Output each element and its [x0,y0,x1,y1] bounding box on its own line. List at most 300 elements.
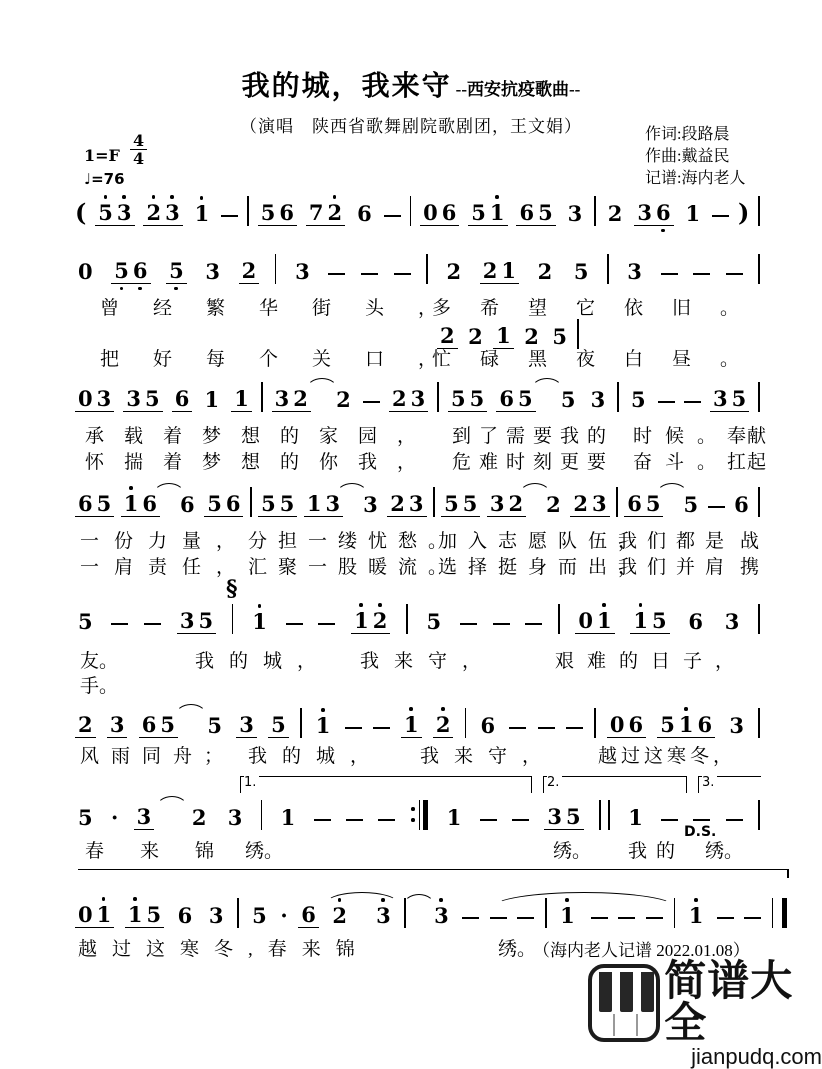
barline [617,382,619,412]
octave-dot-above [409,707,413,711]
title-bar [0,64,822,104]
duration-dash [512,819,529,821]
note-group [206,905,227,928]
notation-row-8 [75,892,787,928]
note-group [588,389,609,412]
note-group [628,389,649,412]
note-digit: 2 [191,805,207,830]
note-group [75,807,96,830]
barline [437,382,439,412]
note-digit: 1 [558,905,577,926]
note-digit: 0 [609,712,625,737]
note-group [172,388,193,412]
note-digit: 2 [336,387,351,412]
duration-dash [618,917,635,919]
note-group [710,388,749,412]
note-digit: 2 [440,323,455,348]
lyric-row [0,646,822,670]
note-digit: 1 [687,905,706,926]
note-digit: 1 [595,610,614,631]
note-digit: 3 [96,386,112,411]
note-group [726,715,747,738]
note-digit: 3 [239,712,254,737]
note-digit: 2 [78,712,93,737]
note-group [443,261,464,284]
octave-dot-below [174,287,178,291]
barline [594,196,596,226]
lyric-phrase: 我的城， [195,651,332,672]
octave-dot-above [694,898,698,902]
note-group [480,260,519,284]
note-digit: 1 [628,805,643,830]
note-digit: 5 [731,386,747,411]
note-digit: 6 [78,491,93,516]
slur-arc [519,483,551,495]
duration-dash [744,917,761,919]
note-digit: 3 [567,201,583,226]
lyric-phrase: 选择挺身而出， [438,557,649,578]
lyric-phrase: 绣。 [705,841,744,862]
note-digit: 3 [410,386,426,411]
note-group [75,261,96,284]
note-digit: 2 [241,258,257,283]
note-digit: 1 [314,715,333,736]
lyric-phrase: 一份力量， [80,531,251,552]
slur-arc [656,483,688,495]
note-group [313,715,334,738]
note-group [423,611,444,634]
note-digit: 3 [274,386,290,411]
lyric-phrase: 我来守， [420,746,557,767]
octave-dot-above [378,603,382,607]
note-digit: 5 [645,491,661,516]
note-digit: 6 [279,200,294,225]
note-group [249,611,270,634]
note-digit: 3 [295,259,310,284]
lyric-row [0,447,822,471]
lyric-row [0,293,822,317]
note-group [75,388,114,412]
note-group [292,261,313,284]
note-group [496,388,535,412]
note-digit: 3 [374,905,393,926]
note-digit: 2 [607,201,623,226]
volta-continuation-line [78,869,789,878]
barline [558,604,560,634]
note-digit: 5 [78,609,93,634]
tempo-marking [84,170,125,188]
notation-row-5 [75,598,760,634]
slur-arc [531,378,563,390]
time-signature-denominator: 4 [133,149,145,168]
octave-dot-above [152,195,156,199]
note-group [143,202,182,226]
note-group [731,494,752,517]
octave-dot-above [129,486,133,490]
volta-label-1: 1. [244,775,259,790]
note-group [683,203,704,226]
note-group [624,261,645,284]
barline [232,604,234,634]
note-group [239,260,260,284]
duration-dash [384,215,401,217]
octave-dot-below [138,287,142,291]
note-digit: 5 [252,903,267,928]
song-subtitle: --西安抗疫歌曲-- [455,80,581,99]
augmentation-dot: · [280,903,288,928]
note-group [448,388,487,412]
note-group [420,202,459,226]
note-digit: 3 [712,386,728,411]
note-group [441,493,480,517]
duration-dash [726,273,743,275]
note-digit: 2 [546,492,561,517]
note-digit: 2 [482,258,498,283]
barline [758,254,760,284]
duration-dash [361,273,378,275]
lyric-phrase: 奋斗。 [633,452,730,473]
barline [758,604,760,634]
duration-dash [517,917,534,919]
lyric-phrase: 越过这寒冬,春来锦 [78,939,370,960]
time-signature-numerator: 4 [130,132,147,150]
note-group [189,807,210,830]
notation-row-verse1 [75,248,760,284]
note-group [354,203,375,226]
note-digit: 6 [628,712,644,737]
note-digit: 3 [590,387,606,412]
note-digit: 5 [112,260,131,281]
note-digit: 3 [163,202,182,223]
notation-row-7 [75,794,760,830]
duration-dash [693,273,710,275]
site-url: jianpudq.com [691,1044,822,1069]
volta-bracket-2 [543,776,687,793]
slur-arc [153,483,185,495]
site-logo [588,957,822,1069]
note-digit: 3 [547,804,562,829]
note-digit: 5 [444,491,459,516]
note-group [201,389,222,412]
note-digit: 5 [660,712,675,737]
note-group [75,493,114,517]
note-group [225,807,246,830]
note-group [607,714,646,738]
note-digit: 6 [480,713,496,738]
time-signature [130,132,147,167]
lyric-row [0,421,822,445]
note-digit: 2 [390,491,405,516]
note-digit: 3 [205,259,220,284]
note-digit: 2 [434,714,453,735]
performer-line: （演唱 陕西省歌舞剧院歌剧团，王文娟） [240,117,582,136]
volta-label-3: 3. [702,775,717,790]
note-group [565,203,586,226]
duration-dash [693,819,710,821]
octave-dot-above [684,707,688,711]
note-digit: 1 [250,611,269,632]
barline [465,708,467,738]
note-group [389,388,428,412]
note-digit: 5 [560,387,576,412]
slur-arc [325,892,399,904]
duration-dash [708,506,725,508]
lyric-phrase: 奉献 [727,426,768,447]
octave-dot-above [102,897,106,901]
duration-dash [221,215,238,217]
segno-symbol: § [226,576,238,602]
note-group [258,202,297,226]
note-group [634,202,673,226]
duration-dash [314,819,331,821]
note-group [487,493,526,517]
note-digit: 6 [141,712,157,737]
note-digit: 5 [683,492,699,517]
note-group [139,714,178,738]
note-digit: 6 [301,902,316,927]
note-digit: 1 [402,714,421,735]
note-digit: 5 [471,200,486,225]
note-digit: 3 [591,491,607,516]
site-name: 简谱大全 [664,957,794,1046]
lyricist-credit: 作词:段路晨 [645,126,730,143]
lyric-phrase: 多希望它依旧。 [432,298,769,319]
note-digit: 5 [167,260,186,281]
note-digit: 5 [451,386,466,411]
note-digit: 3 [126,386,141,411]
note-group [107,714,128,738]
duration-dash [538,727,555,729]
note-digit: 1 [280,805,296,830]
barline [758,382,760,412]
note-group [75,714,96,738]
note-digit: 3 [363,492,378,517]
duration-dash [717,917,734,919]
duration-dash [460,623,477,625]
note-digit: 3 [432,905,451,926]
note-digit: 5 [207,491,222,516]
notation-row-intro [75,190,760,226]
song-title: 我的城，我来守 [241,71,452,102]
note-group [298,904,319,928]
duration-dash [493,623,510,625]
notation-row-3 [75,376,760,412]
octave-dot-above [639,603,643,607]
duration-dash [646,917,663,919]
lyric-phrase: 汇聚一股暖流。 [248,557,459,578]
note-digit: 5 [96,491,112,516]
lyric-phrase: 承载着梦想的家园， [85,426,437,447]
octave-dot-above [133,897,137,901]
lyric-phrase: 手。 [80,676,119,697]
lyric-phrase: 绣。 [498,939,537,960]
note-digit: 5 [146,902,162,927]
duration-dash [684,401,701,403]
note-group [478,715,499,738]
lyric-phrase: 怀揣着梦想的你我， [85,452,437,473]
note-digit: 1 [352,610,371,631]
note-digit: 5 [631,387,646,412]
lyric-phrase: 曾经繁华街头， [100,298,472,319]
duration-dash [345,727,362,729]
note-group [535,261,556,284]
note-group [624,493,663,517]
lyric-row [0,836,822,860]
octave-dot-above [439,898,443,902]
lyric-phrase: 艰难的日子， [555,651,748,672]
note-digit: 1 [496,323,511,348]
note-digit: 3 [109,712,125,737]
barline [426,254,428,284]
note-group [123,388,162,412]
note-digit: 5 [144,386,160,411]
note-digit: 6 [627,491,642,516]
note-group [236,714,257,738]
duration-dash [144,623,161,625]
barline [433,487,435,517]
note-digit: 0 [578,608,594,633]
barline [758,708,760,738]
note-digit: 5 [261,491,276,516]
note-digit: 3 [115,202,134,223]
note-digit: 6 [697,712,713,737]
barline [607,254,609,284]
duration-dash [525,623,542,625]
lyric-row [0,552,822,576]
lyric-row [0,671,822,695]
octave-dot-above [122,195,126,199]
final-barline [772,898,787,928]
note-digit: 1 [204,387,220,412]
note-digit: 2 [144,202,163,223]
barline [261,800,263,830]
lyric-phrase: 我来守， [360,651,497,672]
barline [237,898,239,928]
credits-block [645,124,745,190]
note-digit: 6 [688,609,704,634]
note-digit: 6 [225,491,241,516]
lyric-phrase: 加入志愿队伍， [438,531,649,552]
slur-arc [493,892,675,907]
duration-dash [363,401,380,403]
note-group [630,610,669,634]
parenthesis: ) [738,198,750,227]
note-digit: 2 [446,259,462,284]
octave-dot-below [661,229,665,233]
note-group [722,611,743,634]
barline [250,487,252,517]
note-digit: 3 [627,259,642,284]
note-group [433,714,454,738]
note-digit: 5 [552,324,567,349]
note-group [686,905,707,928]
volta-bracket-3 [698,776,761,793]
note-digit: 6 [519,200,535,225]
note-digit: 3 [227,805,243,830]
note-group [134,806,155,830]
barline [758,196,760,226]
note-group [272,388,311,412]
note-group [75,611,96,634]
barline [261,382,263,412]
note-digit: 5 [160,712,175,737]
note-digit: 1 [677,714,696,735]
note-digit: 2 [573,491,588,516]
lyric-phrase: 一肩责任， [80,557,251,578]
parenthesis: ( [75,198,87,227]
note-digit: 3 [489,491,505,516]
duration-dash [378,819,395,821]
octave-dot-below [120,287,124,291]
lyric-phrase: 我的城， [248,746,385,767]
note-group [95,202,134,226]
duration-dash [726,819,743,821]
note-digit: 5 [96,202,115,223]
note-digit: 3 [208,903,224,928]
note-group [177,610,216,634]
volta-bracket-1 [240,776,532,793]
note-digit: 3 [325,491,341,516]
note-digit: 1 [126,904,145,925]
note-digit: 7 [308,200,324,225]
note-digit: 6 [441,200,457,225]
octave-dot-above [359,603,363,607]
note-group [387,493,426,517]
note-digit: 1 [685,201,701,226]
lyric-phrase: 时候。 [633,426,730,447]
barline [406,604,408,634]
note-group [680,494,701,517]
lyric-phrase: 友。 [80,651,119,672]
barline [758,487,760,517]
notation-row-4 [75,481,760,517]
duration-dash [591,917,608,919]
duration-dash [661,273,678,275]
note-digit: 2 [468,324,483,349]
duration-dash [661,819,678,821]
notation-row-6 [75,702,760,738]
octave-dot-above [104,195,108,199]
note-group [575,610,614,634]
duration-dash [509,727,526,729]
note-digit: 1 [488,202,507,223]
barline [300,708,302,738]
octave-dot-above [441,707,445,711]
note-digit: 2 [537,259,553,284]
note-digit: 6 [142,491,158,516]
barline [410,196,412,226]
duration-dash [712,215,729,217]
octave-dot-above [321,708,325,712]
note-digit: 2 [330,905,349,926]
lyric-phrase: 越过这寒冬， [598,746,737,767]
dal-segno-mark: D.S. [684,824,717,840]
note-digit: 5 [517,386,533,411]
barline [247,196,249,226]
note-digit: 5 [207,713,222,738]
note-digit: 6 [174,386,190,411]
note-digit: 5 [426,609,442,634]
note-group [258,493,297,517]
note-digit: 3 [408,491,424,516]
note-group [202,261,223,284]
duration-dash [566,727,583,729]
note-digit: 6 [499,386,514,411]
key-signature: 1=F [84,146,120,165]
note-group [268,714,289,738]
note-group [657,714,715,738]
note-digit: 6 [180,492,195,517]
